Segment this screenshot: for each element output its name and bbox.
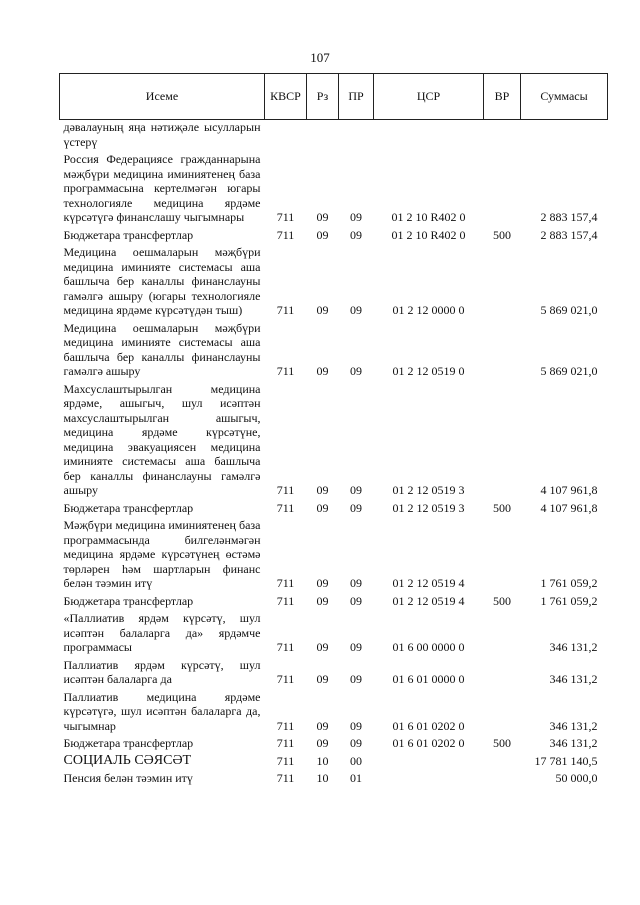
table-row — [60, 733, 608, 751]
header-sum: Суммасы — [521, 74, 608, 120]
table-row — [60, 318, 608, 379]
cell-rz: 09 — [316, 736, 329, 750]
cell-name: дәвалауның яңа нәтиҗәле ысулларын үстерү — [63, 120, 261, 149]
cell-kvsr: 711 — [276, 753, 295, 768]
cell-csr: 01 2 12 0519 4 — [392, 576, 465, 590]
cell-vr — [484, 515, 521, 591]
cell-name: Мәҗбүри медицина иминиятенең база программасында билгеләнмәгән медицина ярдәме күрсәтүнең өстәмә төрләрен һәм шартларын финанс белән тәэмин итү — [63, 518, 261, 590]
cell-vr — [484, 379, 521, 498]
cell-kvsr: 711 — [276, 227, 295, 242]
cell-rz: 10 — [316, 771, 329, 785]
cell-csr: 01 6 00 0000 0 — [392, 640, 465, 654]
cell-vr — [484, 149, 521, 225]
cell-pr: 09 — [350, 303, 362, 317]
cell-sum: 50 000,0 — [555, 771, 598, 785]
cell-kvsr: 711 — [276, 364, 295, 378]
table-row — [60, 751, 608, 769]
table-row — [60, 225, 608, 243]
table-row — [60, 498, 608, 516]
cell-kvsr: 711 — [276, 771, 295, 785]
cell-pr: 00 — [350, 753, 362, 768]
cell-sum: 5 869 021,0 — [540, 303, 598, 317]
cell-rz: 09 — [316, 718, 329, 733]
cell-csr — [374, 768, 484, 786]
cell-vr: 500 — [493, 500, 511, 515]
cell-csr: 01 2 12 0519 4 — [392, 593, 465, 608]
cell-pr: 09 — [350, 672, 362, 686]
cell-kvsr: 711 — [276, 593, 295, 608]
header-rz: Рз — [307, 74, 339, 120]
cell-pr: 09 — [350, 593, 362, 608]
cell-name: Паллиатив ярдәм күрсәтү, шул исәптән балаларга да — [63, 657, 261, 686]
cell-vr: 500 — [493, 593, 511, 608]
cell-pr: 09 — [350, 500, 362, 515]
cell-pr: 09 — [350, 227, 362, 242]
table-row — [60, 242, 608, 318]
cell-sum: 2 883 157,4 — [540, 227, 598, 242]
cell-rz: 09 — [316, 364, 329, 378]
cell-csr: 01 6 01 0000 0 — [392, 672, 465, 686]
cell-rz: 10 — [316, 753, 329, 768]
cell-sum: 1 761 059,2 — [540, 576, 598, 590]
cell-vr — [484, 655, 521, 687]
cell-pr: 09 — [350, 640, 362, 654]
header-pr: ПР — [339, 74, 374, 120]
cell-kvsr: 711 — [276, 500, 295, 515]
cell-rz: 09 — [316, 593, 329, 608]
cell-name: Медицина оешмаларын мәҗбүри медицина иминияте системасы аша башлыча бер каналлы финанслауны гамәлгә ашыру (югары технологияле медицина ярдәме күрсәтүдән тыш) — [63, 245, 261, 317]
cell-rz: 09 — [316, 227, 329, 242]
cell-csr: 01 6 01 0202 0 — [392, 718, 465, 733]
cell-kvsr: 711 — [276, 210, 295, 224]
budget-table — [59, 73, 608, 786]
cell-name: СОЦИАЛЬ СӘЯСӘТ — [63, 752, 192, 768]
cell-pr: 09 — [350, 364, 362, 378]
cell-pr: 09 — [350, 736, 362, 750]
cell-rz: 09 — [316, 303, 329, 317]
table-header — [60, 74, 608, 120]
table-row — [60, 515, 608, 591]
cell-csr: 01 2 12 0519 3 — [392, 483, 465, 497]
header-csr: ЦСР — [374, 74, 484, 120]
cell-pr — [339, 120, 374, 150]
cell-name: Пенсия белән тәэмин итү — [63, 771, 193, 785]
cell-name: Бюджетара трансфертлар — [63, 736, 194, 750]
cell-csr — [374, 120, 484, 150]
cell-csr: 01 6 01 0202 0 — [392, 736, 465, 750]
cell-rz: 09 — [316, 640, 329, 654]
header-name: Исеме — [60, 74, 265, 120]
table-row — [60, 591, 608, 609]
cell-kvsr: 711 — [276, 736, 295, 750]
cell-sum: 5 869 021,0 — [540, 364, 598, 378]
header-kvsr: КВСР — [265, 74, 307, 120]
cell-name: Махсуслаштырылган медицина ярдәме, ашыгыч, шул исәптән махсуслаштырылган ашыгыч, медицина ярдәме күрсәтүне, медицина эвакуациясен медицина иминияте системасы аша башлыча бер каналлы финанслауны гамәлгә ашыру — [63, 381, 261, 497]
cell-csr — [374, 751, 484, 769]
cell-csr: 01 2 10 R402 0 — [391, 227, 466, 242]
cell-kvsr: 711 — [276, 483, 295, 497]
cell-rz: 09 — [316, 483, 329, 497]
cell-name: Бюджетара трансфертлар — [63, 500, 194, 515]
cell-vr — [484, 242, 521, 318]
cell-vr — [484, 120, 521, 150]
cell-sum: 4 107 961,8 — [540, 483, 598, 497]
cell-rz: 09 — [316, 500, 329, 515]
cell-vr — [484, 768, 521, 786]
table-row — [60, 655, 608, 687]
cell-kvsr: 711 — [276, 718, 295, 733]
cell-pr: 01 — [350, 771, 362, 785]
cell-name: Россия Федерациясе гражданнарына мәҗбүри медицина иминиятенең база программасына кертелмәгән югары технологияле медицина ярдәме күрсәтүгә финанслашу чыгымнары — [63, 152, 261, 224]
cell-kvsr: 711 — [276, 640, 295, 654]
table-row — [60, 687, 608, 734]
table-body — [60, 120, 608, 786]
cell-name: «Паллиатив ярдәм күрсәтү, шул исәптән балаларга да» ярдәмче программасы — [63, 611, 261, 654]
cell-vr — [484, 318, 521, 379]
cell-rz — [307, 120, 339, 150]
cell-sum: 346 131,2 — [549, 672, 598, 686]
cell-name: Паллиатив медицина ярдәме күрсәтүгә, шул исәптән балаларга да, чыгымнар — [63, 689, 261, 733]
cell-vr: 500 — [493, 227, 511, 242]
cell-vr — [484, 687, 521, 734]
cell-kvsr: 711 — [276, 672, 295, 686]
cell-sum: 346 131,2 — [549, 736, 598, 750]
cell-name: Бюджетара трансфертлар — [63, 593, 194, 608]
table-row — [60, 120, 608, 150]
cell-sum: 4 107 961,8 — [540, 500, 598, 515]
table-row — [60, 768, 608, 786]
cell-csr: 01 2 12 0000 0 — [392, 303, 465, 317]
table-row — [60, 608, 608, 655]
cell-kvsr: 711 — [276, 303, 295, 317]
table-row — [60, 379, 608, 498]
table-row — [60, 149, 608, 225]
cell-rz: 09 — [316, 672, 329, 686]
cell-vr — [484, 751, 521, 769]
cell-sum: 346 131,2 — [549, 640, 598, 654]
cell-name: Медицина оешмаларын мәҗбүри медицина иминияте системасы аша башлыча бер каналлы финанслауны гамәлгә ашыру — [63, 320, 261, 378]
cell-pr: 09 — [350, 483, 362, 497]
cell-csr: 01 2 10 R402 0 — [391, 210, 466, 224]
cell-sum: 2 883 157,4 — [540, 210, 598, 224]
header-vr: ВР — [484, 74, 521, 120]
cell-name: Бюджетара трансфертлар — [63, 227, 194, 242]
cell-kvsr — [265, 120, 307, 150]
cell-kvsr: 711 — [276, 576, 295, 590]
cell-vr: 500 — [493, 736, 511, 750]
cell-csr: 01 2 12 0519 3 — [392, 500, 465, 515]
cell-pr: 09 — [350, 210, 362, 224]
cell-vr — [484, 608, 521, 655]
cell-sum: 17 781 140,5 — [534, 753, 598, 768]
cell-rz: 09 — [316, 576, 329, 590]
cell-rz: 09 — [316, 210, 329, 224]
cell-sum: 346 131,2 — [549, 718, 598, 733]
page-number: 107 — [310, 50, 330, 65]
cell-pr: 09 — [350, 576, 362, 590]
cell-pr: 09 — [350, 718, 362, 733]
cell-csr: 01 2 12 0519 0 — [392, 364, 465, 378]
cell-sum — [521, 120, 608, 150]
cell-sum: 1 761 059,2 — [540, 593, 598, 608]
